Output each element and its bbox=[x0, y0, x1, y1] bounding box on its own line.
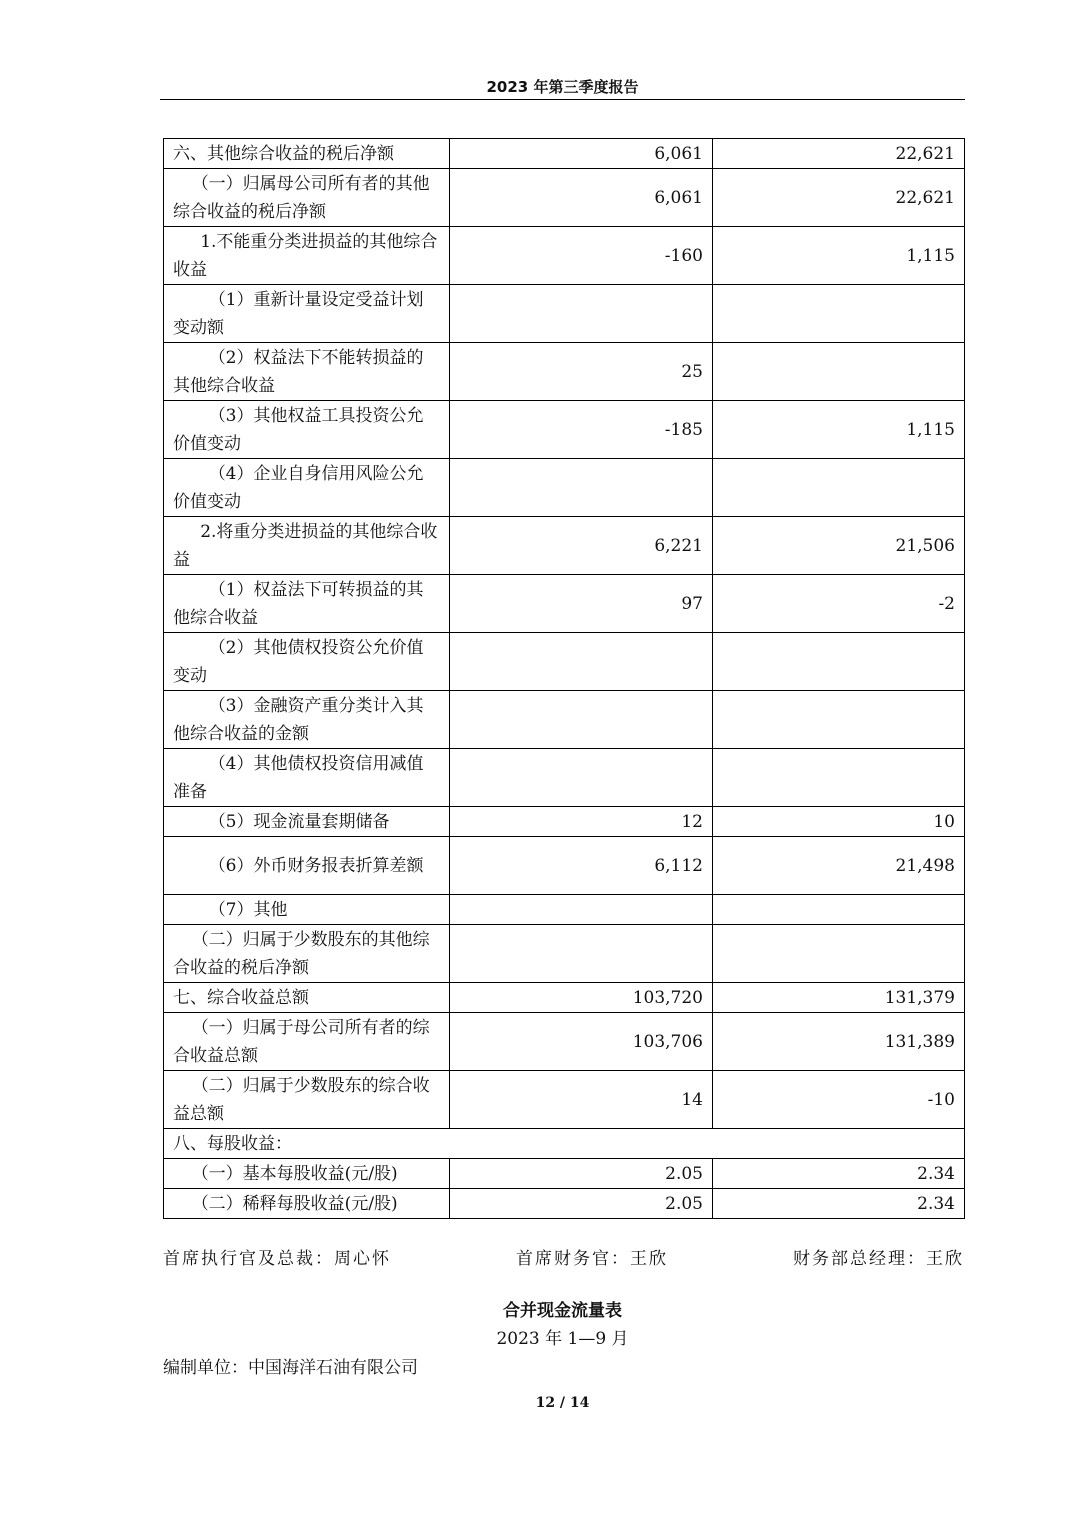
value-current-period: 2.05 bbox=[450, 1189, 713, 1219]
page-number: 12 / 14 bbox=[535, 1395, 590, 1411]
value-prior-period bbox=[713, 895, 965, 925]
table-row bbox=[164, 633, 965, 691]
table-row bbox=[164, 1071, 965, 1129]
value-prior-period: 131,389 bbox=[713, 1013, 965, 1071]
value-prior-period: -2 bbox=[713, 575, 965, 633]
row-label: （4）企业自身信用风险公允价值变动 bbox=[164, 459, 450, 517]
row-label: （5）现金流量套期储备 bbox=[164, 807, 450, 837]
value-current-period bbox=[450, 749, 713, 807]
row-label: 1.不能重分类进损益的其他综合收益 bbox=[164, 227, 450, 285]
value-current-period bbox=[450, 691, 713, 749]
cashflow-period: 2023 年 1—9 月 bbox=[496, 1329, 629, 1349]
value-prior-period bbox=[713, 925, 965, 983]
value-current-period bbox=[450, 633, 713, 691]
cfo-signature: 首席财务官：王欣 bbox=[516, 1249, 668, 1269]
row-label: （二）归属于少数股东的其他综合收益的税后净额 bbox=[164, 925, 450, 983]
row-label: （2）其他债权投资公允价值变动 bbox=[164, 633, 450, 691]
table-row bbox=[164, 1189, 965, 1219]
row-label: 八、每股收益： bbox=[164, 1129, 965, 1159]
value-prior-period bbox=[713, 459, 965, 517]
row-label: （1）重新计量设定受益计划变动额 bbox=[164, 285, 450, 343]
value-current-period bbox=[450, 895, 713, 925]
row-label: （2）权益法下不能转损益的其他综合收益 bbox=[164, 343, 450, 401]
table-row bbox=[164, 1159, 965, 1189]
row-label: 2.将重分类进损益的其他综合收益 bbox=[164, 517, 450, 575]
table-row bbox=[164, 837, 965, 895]
row-label: （3）金融资产重分类计入其他综合收益的金额 bbox=[164, 691, 450, 749]
row-label: （一）基本每股收益(元/股) bbox=[164, 1159, 450, 1189]
row-label: （二）稀释每股收益(元/股) bbox=[164, 1189, 450, 1219]
value-prior-period: -10 bbox=[713, 1071, 965, 1129]
value-prior-period: 22,621 bbox=[713, 139, 965, 169]
table-row bbox=[164, 749, 965, 807]
value-prior-period bbox=[713, 633, 965, 691]
header-divider bbox=[160, 99, 965, 100]
value-current-period: -160 bbox=[450, 227, 713, 285]
value-prior-period bbox=[713, 749, 965, 807]
row-label: （一）归属于母公司所有者的综合收益总额 bbox=[164, 1013, 450, 1071]
value-current-period: 6,061 bbox=[450, 139, 713, 169]
value-current-period: 103,720 bbox=[450, 983, 713, 1013]
value-current-period: 6,061 bbox=[450, 169, 713, 227]
value-prior-period: 22,621 bbox=[713, 169, 965, 227]
table-row bbox=[164, 807, 965, 837]
value-current-period: 14 bbox=[450, 1071, 713, 1129]
value-prior-period: 21,498 bbox=[713, 837, 965, 895]
value-prior-period bbox=[713, 343, 965, 401]
finance-gm-signature: 财务部总经理：王欣 bbox=[793, 1249, 964, 1269]
table-row bbox=[164, 401, 965, 459]
table-row bbox=[164, 343, 965, 401]
table-row bbox=[164, 517, 965, 575]
table-row bbox=[164, 169, 965, 227]
value-prior-period: 1,115 bbox=[713, 227, 965, 285]
row-label: 七、综合收益总额 bbox=[164, 983, 450, 1013]
table-body bbox=[164, 139, 965, 1219]
value-current-period: 12 bbox=[450, 807, 713, 837]
table-row bbox=[164, 925, 965, 983]
value-current-period bbox=[450, 459, 713, 517]
value-prior-period: 21,506 bbox=[713, 517, 965, 575]
value-current-period: -185 bbox=[450, 401, 713, 459]
value-prior-period bbox=[713, 691, 965, 749]
table-row bbox=[164, 1129, 965, 1159]
table-row bbox=[164, 983, 965, 1013]
value-prior-period: 1,115 bbox=[713, 401, 965, 459]
ceo-signature: 首席执行官及总裁：周心怀 bbox=[163, 1249, 391, 1269]
value-prior-period bbox=[713, 285, 965, 343]
table-row bbox=[164, 1013, 965, 1071]
row-label: （1）权益法下可转损益的其他综合收益 bbox=[164, 575, 450, 633]
value-prior-period: 10 bbox=[713, 807, 965, 837]
signature-line bbox=[163, 1244, 964, 1269]
row-label: （3）其他权益工具投资公允价值变动 bbox=[164, 401, 450, 459]
table-row bbox=[164, 895, 965, 925]
table-row bbox=[164, 459, 965, 517]
cashflow-title: 合并现金流量表 bbox=[503, 1301, 622, 1321]
table-row bbox=[164, 139, 965, 169]
row-label: （一）归属母公司所有者的其他综合收益的税后净额 bbox=[164, 169, 450, 227]
table-row bbox=[164, 285, 965, 343]
row-label: 六、其他综合收益的税后净额 bbox=[164, 139, 450, 169]
value-prior-period: 131,379 bbox=[713, 983, 965, 1013]
report-header-title: 2023 年第三季度报告 bbox=[486, 78, 639, 96]
value-current-period: 6,221 bbox=[450, 517, 713, 575]
comprehensive-income-table bbox=[163, 138, 965, 1219]
value-current-period bbox=[450, 285, 713, 343]
table-row bbox=[164, 575, 965, 633]
table-row bbox=[164, 691, 965, 749]
value-current-period: 6,112 bbox=[450, 837, 713, 895]
row-label: （7）其他 bbox=[164, 895, 450, 925]
row-label: （6）外币财务报表折算差额 bbox=[164, 837, 450, 895]
value-current-period: 103,706 bbox=[450, 1013, 713, 1071]
value-prior-period: 2.34 bbox=[713, 1189, 965, 1219]
table-row bbox=[164, 227, 965, 285]
value-prior-period: 2.34 bbox=[713, 1159, 965, 1189]
value-current-period bbox=[450, 925, 713, 983]
cashflow-company: 编制单位：中国海洋石油有限公司 bbox=[163, 1358, 418, 1378]
row-label: （二）归属于少数股东的综合收益总额 bbox=[164, 1071, 450, 1129]
row-label: （4）其他债权投资信用减值准备 bbox=[164, 749, 450, 807]
value-current-period: 25 bbox=[450, 343, 713, 401]
value-current-period: 97 bbox=[450, 575, 713, 633]
value-current-period: 2.05 bbox=[450, 1159, 713, 1189]
